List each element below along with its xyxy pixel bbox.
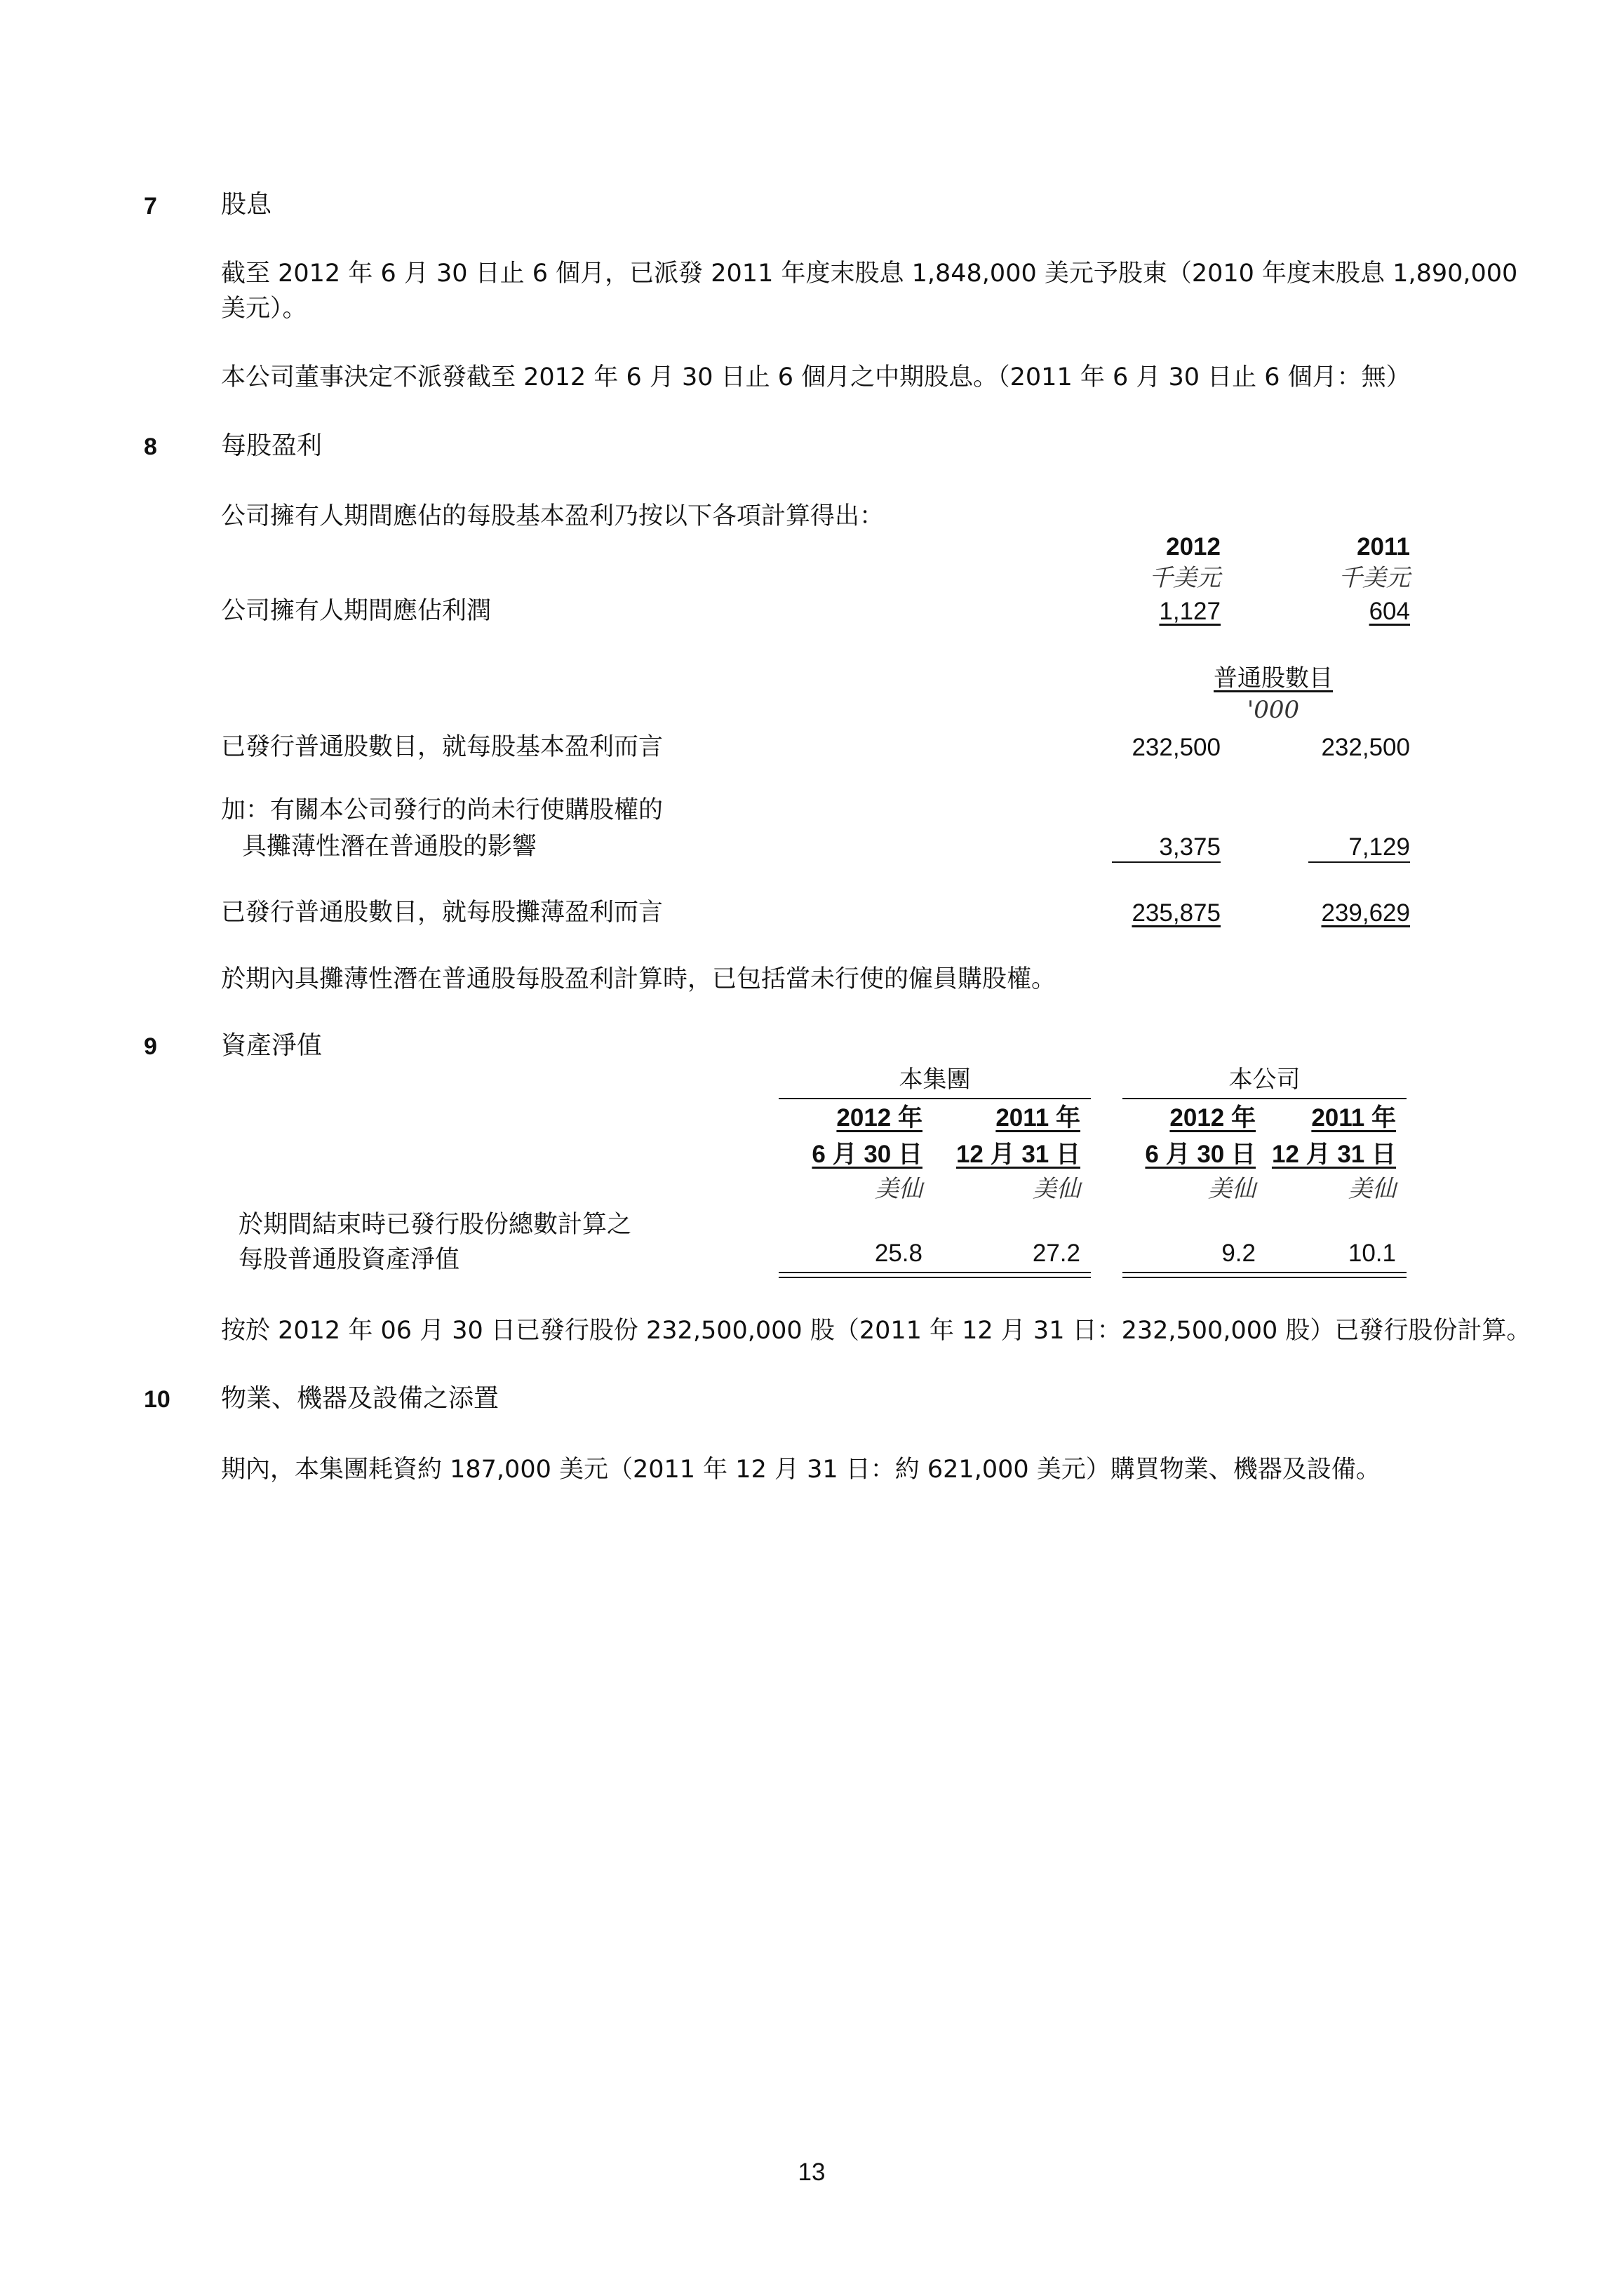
group-col1-date: 6 月 30 日	[812, 1141, 922, 1168]
nav-company-2012: 9.2	[1221, 1240, 1256, 1267]
section-9-number: 9	[144, 1033, 157, 1060]
basic-shares-2012: 232,500	[1132, 734, 1221, 761]
company-header-rule	[1122, 1098, 1407, 1099]
page-number: 13	[798, 2159, 826, 2186]
diluted-shares-2012: 235,875	[1132, 899, 1221, 927]
section-7-title: 股息	[221, 190, 272, 219]
group-header-rule	[779, 1098, 1091, 1099]
dilutive-2011: 7,129	[1348, 833, 1410, 861]
section-8-number: 8	[144, 434, 157, 460]
profit-label: 公司擁有人期間應佔利潤	[221, 597, 492, 625]
nav-company-2011: 10.1	[1348, 1240, 1396, 1267]
ppe-paragraph: 期內，本集團耗資約 187,000 美元（2011 年 12 月 31 日：約 621,000 美元）購買物業、機器及設備。	[221, 1456, 1381, 1484]
eps-unit-2012: 千美元	[1149, 564, 1221, 592]
dilutive-2011-rule	[1308, 861, 1410, 863]
company-col2-year: 2011 年	[1311, 1104, 1396, 1132]
section-8-title: 每股盈利	[221, 431, 323, 460]
profit-2012: 1,127	[1159, 598, 1221, 625]
section-10-number: 10	[144, 1386, 170, 1413]
profit-2011: 604	[1369, 598, 1410, 625]
dividend-paragraph-line2: 美元）。	[221, 295, 307, 323]
interim-dividend-paragraph: 本公司董事決定不派發截至 2012 年 6 月 30 日止 6 個月之中期股息。（2011 年 6 月 30 日止 6 個月：無）	[221, 363, 1411, 391]
eps-unit-2011: 千美元	[1338, 564, 1410, 592]
dilutive-2012-rule	[1112, 861, 1221, 863]
eps-note: 於期內具攤薄性潛在普通股每股盈利計算時，已包括當未行使的僱員購股權。	[221, 965, 1056, 993]
eps-col-2012: 2012	[1166, 533, 1221, 560]
dilutive-label-line1: 加：有關本公司發行的尚未行使購股權的	[221, 796, 664, 824]
company-col2-unit: 美仙	[1348, 1175, 1396, 1203]
dividend-paragraph-line1: 截至 2012 年 6 月 30 日止 6 個月，已派發 2011 年度末股息 1,848,000 美元予股東（2010 年度末股息 1,890,000	[221, 260, 1518, 288]
dilutive-2012: 3,375	[1159, 833, 1221, 861]
company-col1-unit: 美仙	[1208, 1175, 1256, 1203]
nav-label-line1: 於期間結束時已發行股份總數計算之	[239, 1211, 632, 1239]
nav-note: 按於 2012 年 06 月 30 日已發行股份 232,500,000 股（2011 年 12 月 31 日：232,500,000 股）已發行股份計算。	[221, 1317, 1531, 1345]
group-col2-unit: 美仙	[1033, 1175, 1080, 1203]
company-header: 本公司	[1228, 1066, 1301, 1094]
diluted-shares-label: 已發行普通股數目，就每股攤薄盈利而言	[221, 899, 664, 927]
group-col2-year: 2011 年	[995, 1104, 1080, 1132]
section-7-number: 7	[144, 193, 157, 220]
dilutive-label-line2: 具攤薄性潛在普通股的影響	[242, 833, 537, 861]
company-col2-date: 12 月 31 日	[1271, 1141, 1396, 1168]
basic-shares-label: 已發行普通股數目，就每股基本盈利而言	[221, 733, 664, 761]
section-10-title: 物業、機器及設備之添置	[221, 1384, 499, 1413]
basic-shares-2011: 232,500	[1321, 734, 1410, 761]
group-header: 本集團	[899, 1066, 971, 1094]
company-col1-year: 2012 年	[1169, 1104, 1256, 1132]
shares-unit: '000	[1247, 696, 1300, 724]
nav-group-2011: 27.2	[1032, 1240, 1080, 1267]
section-9-title: 資產淨值	[221, 1031, 323, 1060]
group-col2-date: 12 月 31 日	[955, 1141, 1080, 1168]
company-col1-date: 6 月 30 日	[1145, 1141, 1256, 1168]
group-col1-year: 2012 年	[836, 1104, 922, 1132]
company-total-double-rule	[1122, 1272, 1407, 1278]
nav-group-2012: 25.8	[874, 1240, 922, 1267]
group-total-double-rule	[779, 1272, 1091, 1278]
group-col1-unit: 美仙	[875, 1175, 922, 1203]
shares-header: 普通股數目	[1214, 664, 1333, 692]
diluted-shares-2011: 239,629	[1321, 899, 1410, 927]
nav-label-line2: 每股普通股資產淨值	[239, 1246, 460, 1274]
eps-col-2011: 2011	[1357, 533, 1410, 560]
eps-intro: 公司擁有人期間應佔的每股基本盈利乃按以下各項計算得出：	[221, 502, 885, 530]
